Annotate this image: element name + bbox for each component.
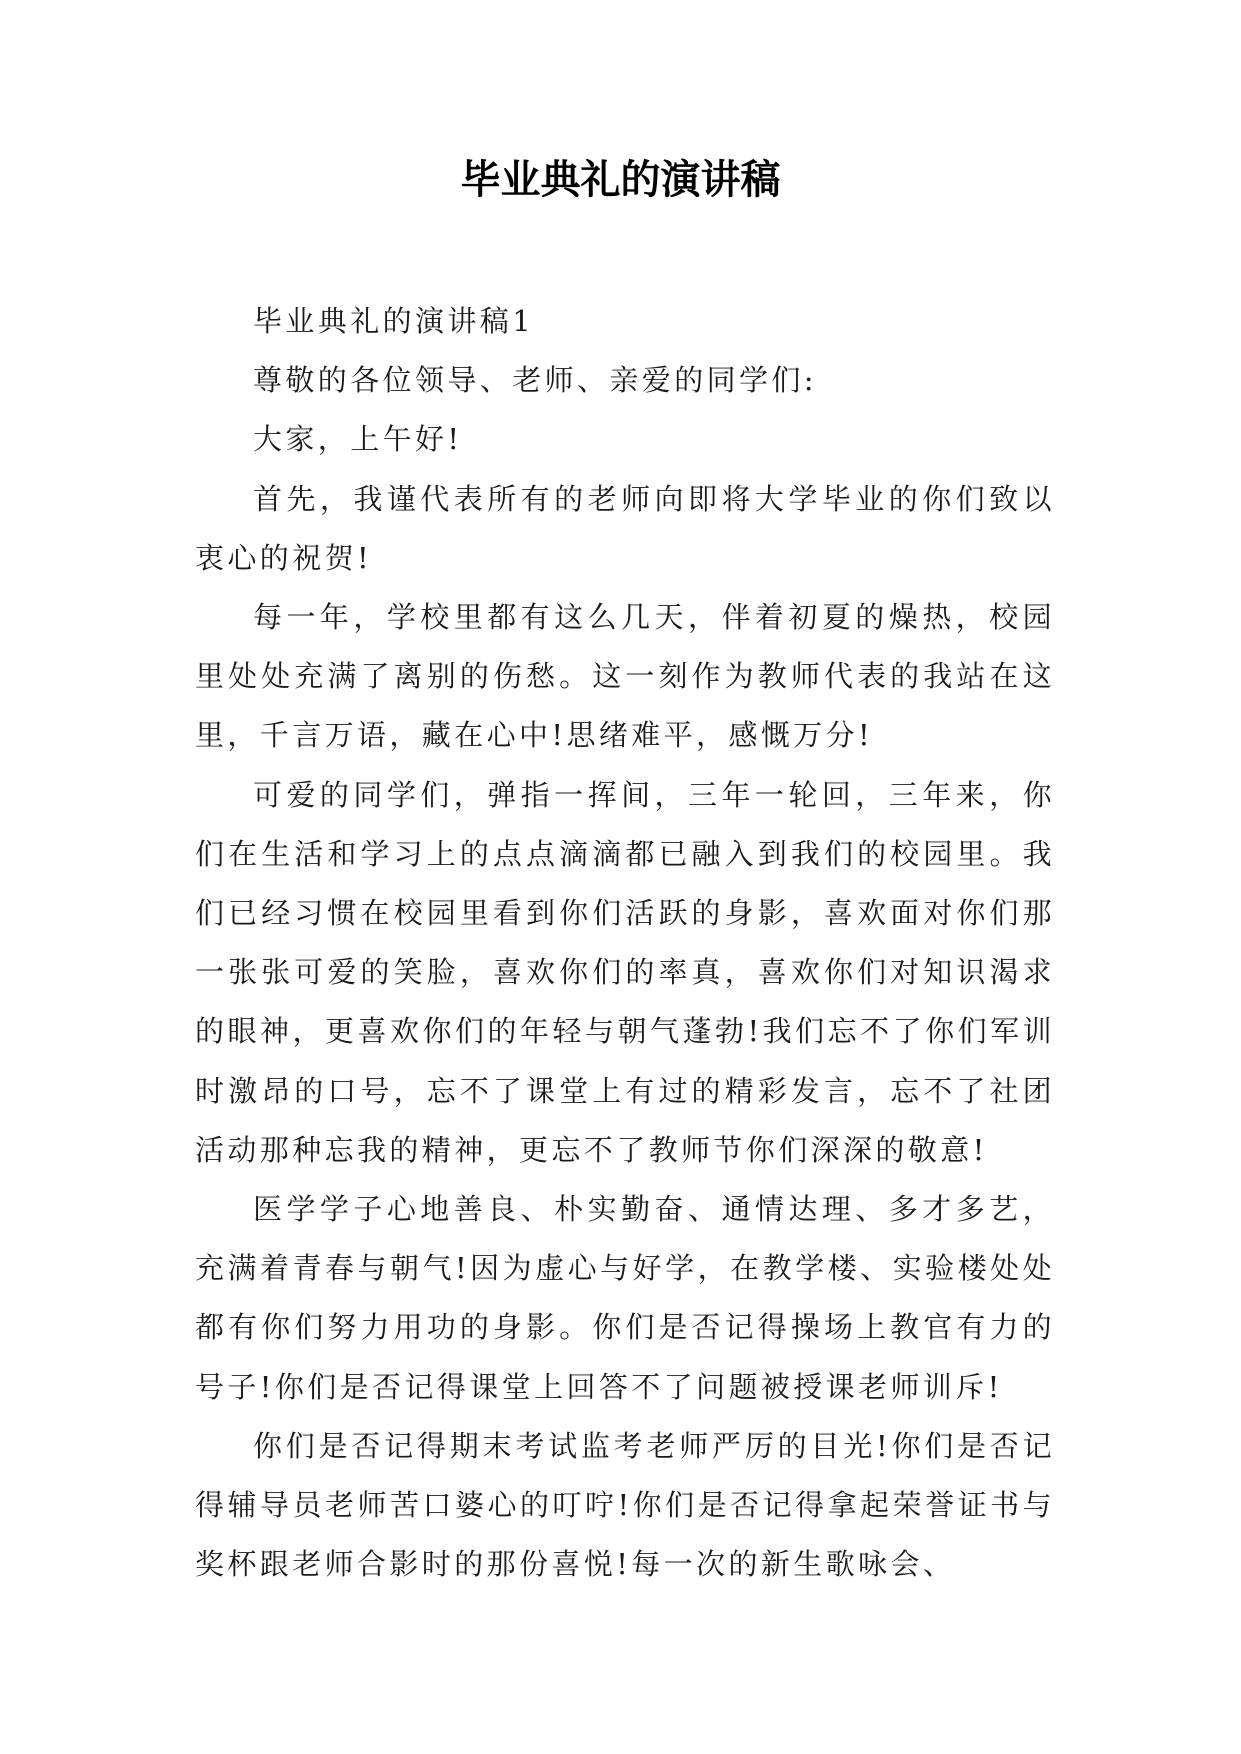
- document-title: 毕业典礼的演讲稿: [460, 156, 781, 203]
- document-body: [195, 292, 1055, 1594]
- paragraph: 首先，我谨代表所有的老师向即将大学毕业的你们致以衷心的祝贺!: [195, 481, 1055, 575]
- paragraph: 每一年，学校里都有这么几天，伴着初夏的燥热，校园里处处充满了离别的伤愁。这一刻作为教师代表的我站在这里，千言万语，藏在心中!思绪难平，感慨万分!: [195, 600, 1055, 753]
- paragraph-salutation: 尊敬的各位领导、老师、亲爱的同学们:: [253, 363, 817, 398]
- paragraph: 医学学子心地善良、朴实勤奋、通情达理、多才多艺，充满着青春与朝气!因为虚心与好学，在教学楼、实验楼处处都有你们努力用功的身影。你们是否记得操场上教官有力的号子!你们是否记得课堂上回答不了问题被授课老师训斥!: [195, 1192, 1055, 1404]
- paragraph: 可爱的同学们，弹指一挥间，三年一轮回，三年来，你们在生活和学习上的点点滴滴都已融入到我们的校园里。我们已经习惯在校园里看到你们活跃的身影，喜欢面对你们那一张张可爱的笑脸，喜欢你们的率真，喜欢你们对知识渴求的眼神，更喜欢你们的年轻与朝气蓬勃!我们忘不了你们军训时激昂的口号，忘不了课堂上有过的精彩发言，忘不了社团活动那种忘我的精神，更忘不了教师节你们深深的敬意!: [195, 777, 1055, 1167]
- paragraph-greeting: 大家，上午好!: [253, 422, 463, 457]
- paragraph: 你们是否记得期末考试监考老师严厉的目光!你们是否记得辅导员老师苦口婆心的叮咛!你们是否记得拿起荣誉证书与奖杯跟老师合影时的那份喜悦!每一次的新生歌咏会、: [195, 1428, 1055, 1582]
- paragraph-heading: 毕业典礼的演讲稿1: [253, 304, 535, 338]
